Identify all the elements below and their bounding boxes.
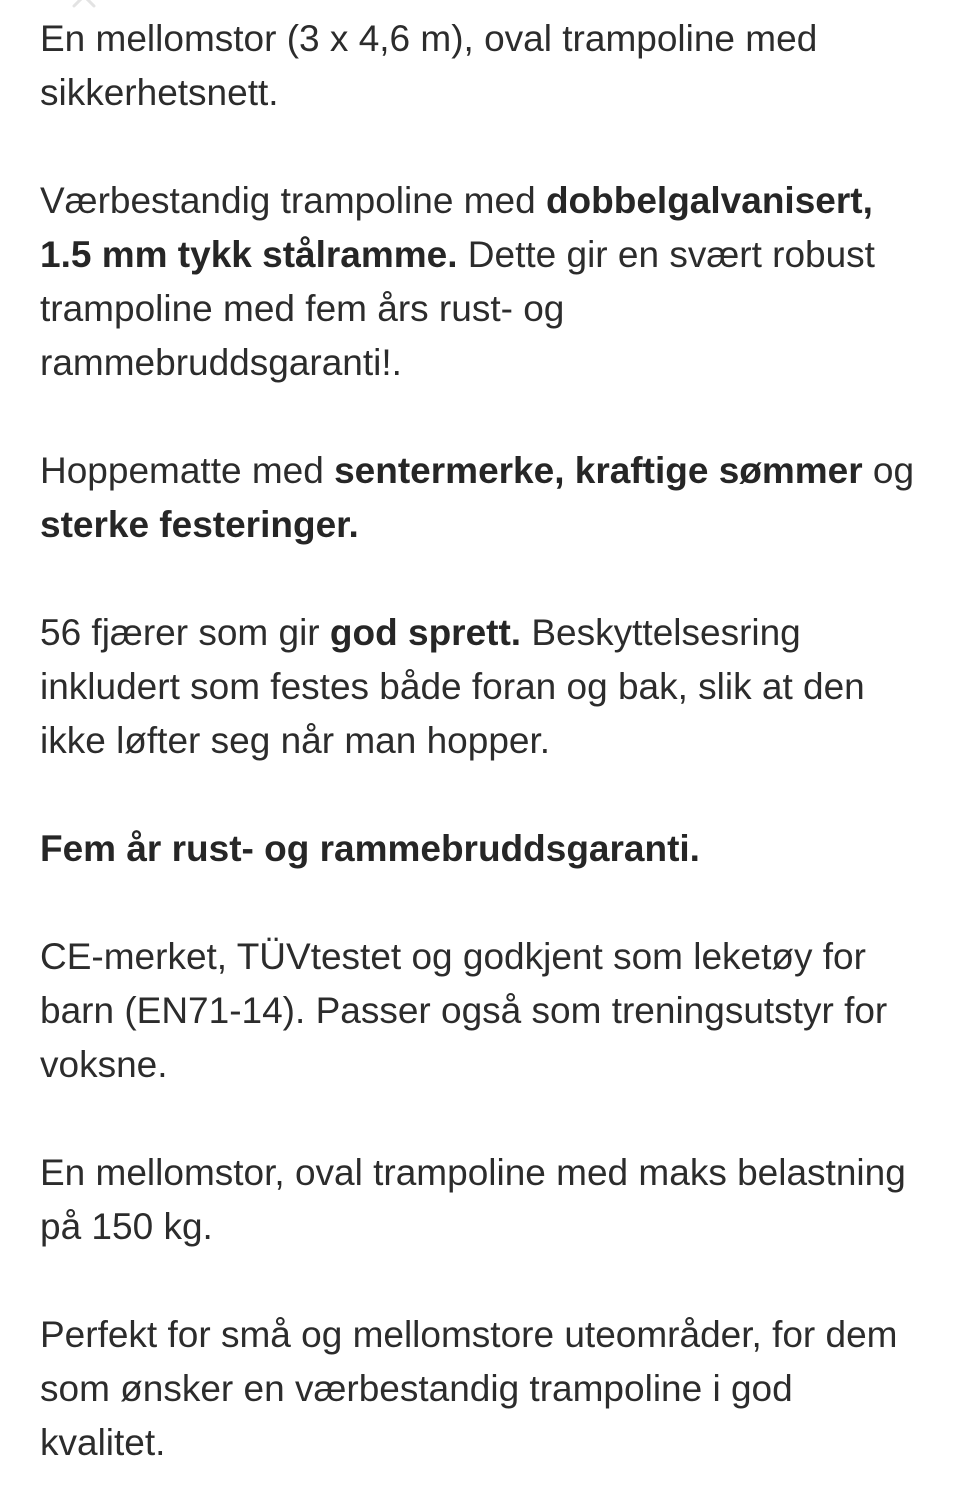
product-description	[40, 12, 920, 1470]
description-paragraph-springs	[40, 606, 920, 768]
paragraph-text: Beskyttelsesring inkludert som festes både foran og bak, slik at den ikke løfter seg når man hopper.	[40, 612, 865, 761]
paragraph-text: Hoppematte med	[40, 450, 335, 491]
paragraph-text: Værbestandig trampoline med	[40, 180, 546, 221]
paragraph-text: 56 fjærer som gir	[40, 612, 330, 653]
highlight-text: Fem år rust- og rammebruddsgaranti.	[40, 828, 700, 869]
paragraph-text: CE-merket, TÜVtestet og godkjent som leketøy for barn (EN71-14). Passer også som treningsutstyr for voksne.	[40, 936, 888, 1085]
paragraph-text: En mellomstor, oval trampoline med maks belastning på 150 kg.	[40, 1152, 906, 1247]
description-paragraph-mat	[40, 444, 920, 552]
description-paragraph-load	[40, 1146, 920, 1254]
description-paragraph-frame	[40, 174, 920, 390]
highlight-text: sterke festeringer.	[40, 504, 359, 545]
description-paragraph-usage	[40, 1308, 920, 1470]
description-paragraph-certification	[40, 930, 920, 1092]
highlight-text: god sprett.	[329, 612, 522, 653]
highlight-text: sentermerke, kraftige sømmer	[334, 450, 863, 491]
paragraph-text: Dette gir en svært robust trampoline med fem års rust- og rammebruddsgaranti!.	[40, 234, 875, 383]
description-paragraph-size	[40, 12, 920, 120]
paragraph-text: En mellomstor (3 x 4,6 m), oval trampoline med sikkerhetsnett.	[40, 18, 818, 113]
paragraph-text: Perfekt for små og mellomstore uteområder, for dem som ønsker en værbestandig trampoline i god kvalitet.	[40, 1314, 898, 1463]
highlight-text: dobbelgalvanisert, 1.5 mm tykk stålramme.	[40, 180, 873, 275]
description-paragraph-warranty	[40, 822, 920, 876]
paragraph-text: og	[862, 450, 915, 491]
